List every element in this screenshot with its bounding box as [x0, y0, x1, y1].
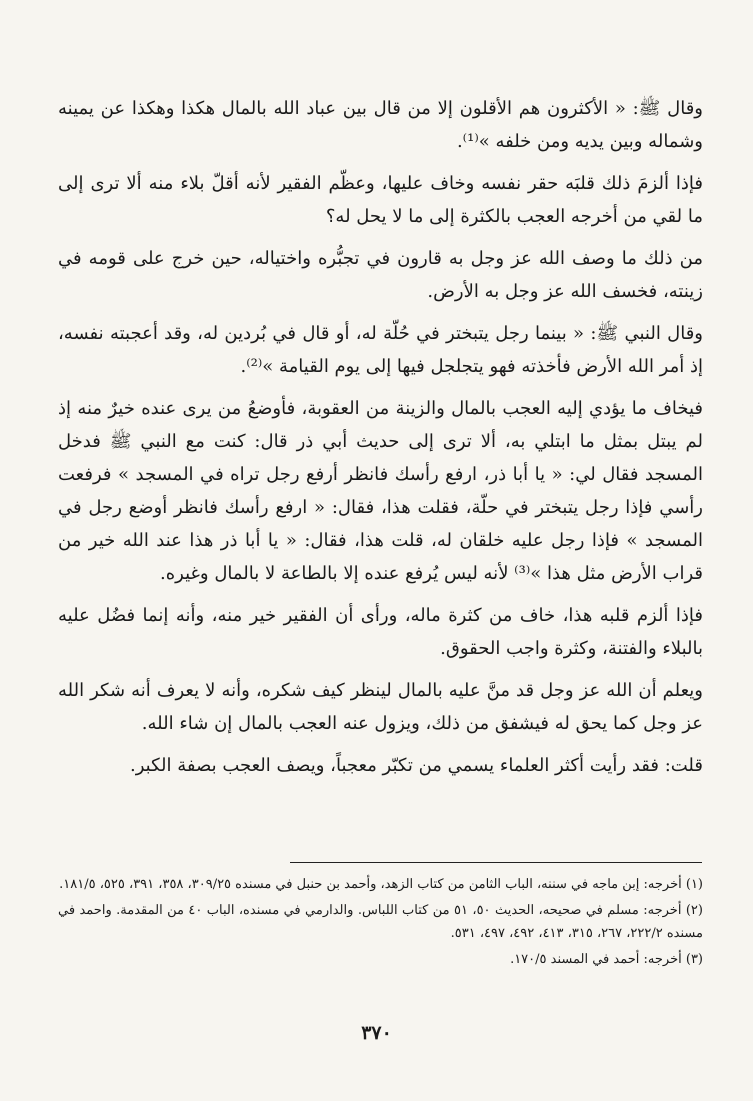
footnotes [58, 873, 703, 974]
main-text [58, 92, 703, 782]
footnote-divider [290, 862, 702, 863]
paragraph: ويعلم أن الله عز وجل قد منَّ عليه بالمال لينظر كيف شكره، وأنه لا يعرف أنه شكر الله عز وجل كما يحق له فيشفق من ذلك، ويزول عنه العجب بالمال إن شاء الله. [58, 680, 703, 734]
footnote: (٢) أخرجه: مسلم في صحيحه، الحديث ٥٠، ٥١ من كتاب اللباس. والدارمي في مسنده، الباب ٤٠ من المقدمة. واحمد في مسنده ٢٢٢/٢، ٢٦٧، ٣١٥، ٤١٣، ٤٩٢، ٤٩٧، ٥٣١. [58, 903, 703, 941]
paragraph: قلت: فقد رأيت أكثر العلماء يسمي من تكبّر معجباً، ويصف العجب بصفة الكبر. [129, 755, 703, 776]
paragraph: فيخاف ما يؤدي إليه العجب بالمال والزينة من العقوبة، فأوضعُ من يرى عنده خيرٌ منه إذ لم يبتل بمثل ما ابتلي به، ألا ترى إلى حديث أبي ذر قال: كنت مع النبي ﷺ فدخل المسجد فقال لي: « يا أبا ذر، ارفع رأسك فانظر أرفع رجل تراه في المسجد » فرفعت رأسي فإذا رجل يتبختر في حلّة، فقلت هذا، فقال: « ارفع رأسك فانظر أوضع رجل في المسجد » فإذا رجل عليه خلقان له، قلت هذا، فقال: « يا أبا ذر هذا عند الله خير من قراب الأرض مثل هذا »⁽³⁾ لأنه ليس يُرفع عنده إلا بالطاعة لا بالمال وغيره. [58, 398, 703, 584]
footnote: (١) أخرجه: إبن ماجه في سننه، الباب الثامن من كتاب الزهد، وأحمد بن حنبل في مسنده ٣٠٩/٢٥، ٣٥٨، ٣٩١، ٥٢٥، ١٨١/٥. [59, 877, 703, 892]
paragraph: فإذا ألزم قلبه هذا، خاف من كثرة ماله، ورأى أن الفقير خير منه، وأنه إنما فضُل عليه بالبلاء والفتنة، وكثرة واجب الحقوق. [58, 605, 703, 659]
paragraph: من ذلك ما وصف الله عز وجل به قارون في تجبُّره واختياله، حين خرج على قومه في زينته، فخسف الله عز وجل به الأرض. [58, 248, 703, 302]
paragraph: فإذا ألزمَ ذلك قلبَه حقر نفسه وخاف عليها، وعظّم الفقير لأنه أقلّ بلاء منه ألا ترى إلى ما لقي من أخرجه العجب بالكثرة إلى ما لا يحل له؟ [58, 173, 703, 227]
page-number: ٣٧٠ [361, 1022, 392, 1044]
footnote: (٣) أخرجه: أحمد في المسند ١٧٠/٥. [510, 952, 703, 967]
paragraph: وقال ﷺ: « الأكثرون هم الأقلون إلا من قال بين عباد الله بالمال هكذا وهكذا عن يمينه وشماله وبين يديه ومن خلفه »⁽¹⁾. [58, 98, 703, 152]
paragraph: وقال النبي ﷺ: « بينما رجل يتبختر في حُلّة له، أو قال في بُردين له، وقد أعجبته نفسه، إذ أمر الله الأرض فأخذته فهو يتجلجل فيها إلى يوم القيامة »⁽²⁾. [58, 323, 703, 377]
